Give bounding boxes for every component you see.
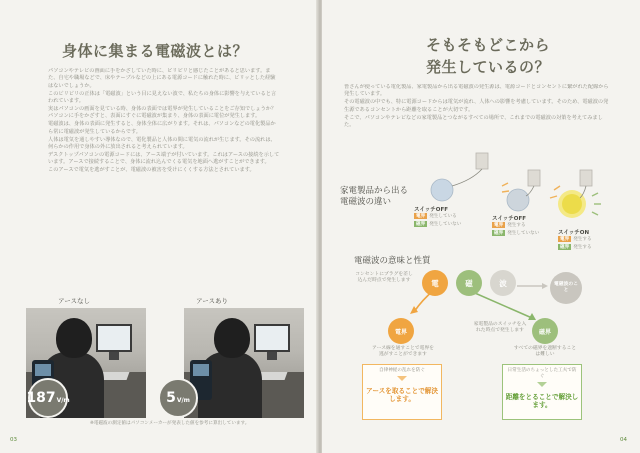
monitor-stand <box>267 352 277 360</box>
paragraph: このビリビリの正体は「電磁波」という目に見えない波で、私たちの身体に影響を与えていると言われています。 <box>48 90 277 105</box>
magnetic-field-marks <box>592 193 601 215</box>
result-note: 自律神経の乱れを防ぐ <box>379 368 425 373</box>
electric-description: アース線を通すことで電界を逃がすことができます <box>372 346 434 358</box>
photo-caption-ground: アースあり <box>196 297 228 305</box>
paragraph: 皆さんが使っている電化製品、家電製品から出る電磁波の発生源は、電源コードとコンセントに繋がれた配線から発生しています。 <box>344 84 609 98</box>
monitor-icon <box>96 324 132 352</box>
tag-electric: 電界 <box>560 237 570 242</box>
legend-note: 発生する <box>507 223 526 228</box>
reading-value: 5 <box>166 390 176 406</box>
outlet-icon <box>476 153 592 186</box>
paragraph: このアースで電気を逃がすことが、電磁波の被害を受けにくくする方法とされています。 <box>48 167 255 174</box>
tag-magnetic: 磁界 <box>560 245 570 250</box>
result-solution: 距離をとることで解決します。 <box>505 393 579 409</box>
title-line: 発生しているの？ <box>425 58 550 76</box>
appliance-on-icon <box>562 194 582 214</box>
tag-magnetic: 磁界 <box>494 231 504 236</box>
left-footnote: ※電磁波の測定値はパソコンメーカーが発表した値を参考に算出しています。 <box>90 421 250 426</box>
legend-note: 発生する <box>573 237 592 242</box>
page-number-right: 04 <box>620 437 627 443</box>
meter-screen <box>35 364 51 376</box>
tag-electric: 電界 <box>494 223 504 228</box>
person-head <box>214 318 250 358</box>
section-title: 電磁波の意味と性質 <box>354 256 431 266</box>
result-distance <box>502 364 582 420</box>
legend-note: 発生している <box>429 214 457 219</box>
legend-note: 発生していない <box>429 222 462 227</box>
left-body-text <box>48 68 280 268</box>
left-page-title: 身体に集まる電磁波とは？ <box>62 42 249 60</box>
person-head <box>56 318 92 358</box>
legend-electric <box>492 222 526 228</box>
bubble-emw: 電磁波のこと <box>550 272 582 304</box>
photo-caption-no-ground: アースなし <box>58 297 90 305</box>
photo-ground <box>184 308 304 418</box>
reading-ground <box>158 378 198 418</box>
reading-unit: V/m <box>176 396 190 404</box>
meter-screen <box>193 364 209 376</box>
reading-value: 187 <box>26 390 56 406</box>
paragraph: デスクトップパソコンの電源コードには、アース端子が付いています。これはアースの接続を示しています。アースで接続することで、身体に流れ込んでくる電気を地面へ逃がすことができます。 <box>48 151 280 166</box>
switch-on-label: スイッチON <box>558 230 590 236</box>
switch-off-label: スイッチOFF <box>414 207 448 213</box>
legend-electric <box>414 213 457 219</box>
legend-magnetic <box>558 244 592 250</box>
tag-magnetic: 磁界 <box>416 222 426 227</box>
label-line: 家電製品から出る <box>340 186 409 196</box>
paragraph: 実はパソコンの画面を見ている時、身体の表面では電界が発生していることをご存知でしょうか？ パソコンに手をかざすと、表面にすぐに電磁波が集まり、身体の表面に電位が発生します。 <box>48 106 277 120</box>
result-solution: アースを取ることで解決します。 <box>365 387 438 403</box>
sub-bubble-electric: 電界 <box>388 318 414 344</box>
left-page <box>0 0 318 453</box>
label-line: 電磁波の違い <box>340 197 392 207</box>
legend-magnetic <box>414 221 461 227</box>
appliance-off-icon <box>431 179 453 201</box>
paragraph: 人体は電気を通しやすい導体なので、電化製品と人体の間に電気の流れが生じます。その流れは、何らかの作用で身体の外に放出されると考えられています。 <box>48 136 276 151</box>
result-ground <box>362 364 442 420</box>
reading-no-ground <box>28 378 68 418</box>
paragraph: パソコンやテレビの画面に手をかざしていた時に、ピリピリと感じたことがあると思います。また、自宅や職場などで、床やテーブルなどの上にある電源コードに触れた時に、ビリッとした経験はないでしょうか。 <box>48 68 276 89</box>
monitor-stand <box>109 352 119 360</box>
right-page <box>322 0 640 453</box>
magnetic-description: すべての磁界を遮断することは難しい <box>513 346 577 358</box>
switch-note: 家電製品のスイッチを入れた時点で発生します <box>473 322 527 334</box>
paragraph: その電磁波の中でも、特に電源コードからは電気が流れ、人体への影響を考慮しています。そのため、電磁波の発生源であるコンセントから距離を取ることが大切です。 <box>344 99 609 113</box>
paragraph: そこで、パソコンやテレビなどの家電製品とつながるすべての場所で、これまでの電磁波の対策を考えてみました。 <box>344 114 603 129</box>
bubble-magnetic: 磁 <box>456 270 482 296</box>
sub-bubble-magnetic: 磁界 <box>532 318 558 344</box>
legend-note: 発生していない <box>507 231 540 236</box>
legend-electric <box>558 236 592 242</box>
appliance-standby-icon <box>507 189 529 211</box>
switch-standby-label: スイッチOFF <box>492 216 526 222</box>
title-line: そもそもどこから <box>425 36 550 54</box>
legend-magnetic <box>492 230 539 236</box>
down-arrow-icon <box>537 382 547 387</box>
monitor-icon <box>254 324 290 352</box>
down-arrow-icon <box>397 376 407 381</box>
reading-unit: V/m <box>56 396 70 404</box>
tag-electric: 電界 <box>416 214 426 219</box>
legend-note: 発生する <box>573 245 592 250</box>
plug-note: コンセントにプラグを差し込んだ時点で発生します <box>355 272 413 284</box>
bubble-electric: 電 <box>422 270 448 296</box>
bubble-wave: 波 <box>490 270 516 296</box>
result-note: 日常生活のちょっとした工夫で防ぐ <box>507 368 577 379</box>
page-number-left: 03 <box>10 437 17 443</box>
paragraph: 電磁波は、身体の表面に発生すると、身体全体に広がります。それは、パソコンなどの電化製品から常に電磁波が発生しているからです。 <box>48 121 276 135</box>
